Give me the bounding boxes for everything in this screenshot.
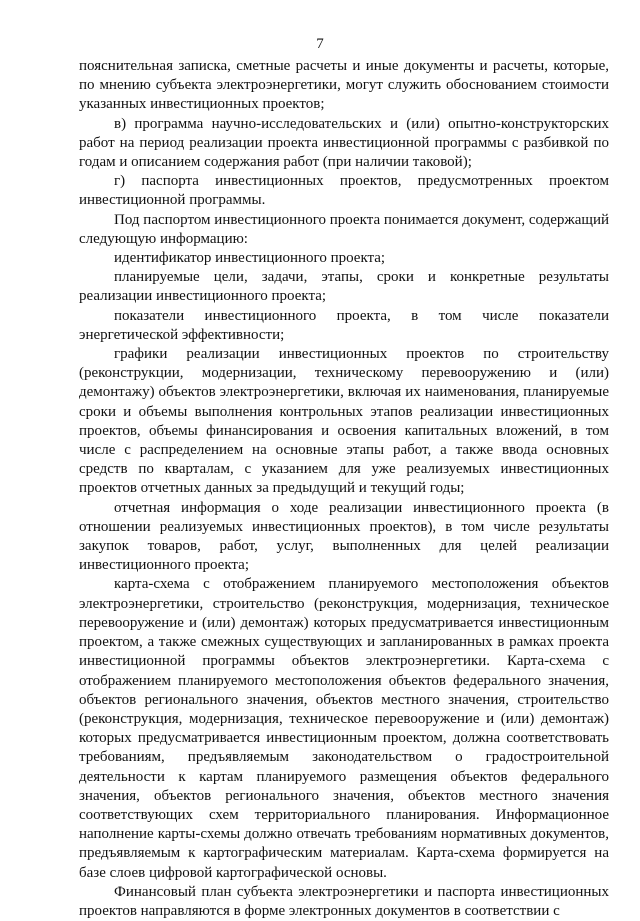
paragraph: Финансовый план субъекта электроэнергетики и паспорта инвестиционных проектов направляются в форме электронных документов в соответствии с	[79, 883, 609, 919]
paragraph: пояснительная записка, сметные расчеты и иные документы и расчеты, которые, по мнению субъекта электроэнергетики, могут служить обоснованием стоимости указанных инвестиционных проектов;	[79, 58, 609, 113]
paragraph: Под паспортом инвестиционного проекта понимается документ, содержащий следующую информацию:	[79, 211, 609, 247]
paragraph: показатели инвестиционного проекта, в том числе показатели энергетической эффективности;	[79, 307, 609, 343]
paragraph: планируемые цели, задачи, этапы, сроки и конкретные результаты реализации инвестиционного проекта;	[79, 269, 609, 305]
document-body	[79, 57, 609, 921]
paragraph: идентификатор инвестиционного проекта;	[114, 250, 386, 267]
paragraph: отчетная информация о ходе реализации инвестиционного проекта (в отношении реализуемых инвестиционных проектов), в том числе результаты закупок товаров, работ, услуг, выполненных для целей реализации инвестиционного проекта;	[79, 499, 609, 574]
paragraph: карта-схема с отображением планируемого местоположения объектов электроэнергетики, строительство (реконструкция, модернизация, техническое перевооружение и (или) демонтаж) которых предусматривается инвестиционным проектом, а также смежных существующих и запланированных в рамках проекта инвестиционной программы объектов электроэнергетики. Карта-схема с отображением планируемого местоположения объектов федерального значения, объектов регионального значения, объектов местного значения, строительство (реконструкция, модернизация, техническое перевооружение и (или) демонтаж) которых предусматривается инвестиционным проектом, должна соответствовать требованиям, предъявляемым законодательством о градостроительной деятельности к картам планируемого размещения объектов федерального значения, объектов регионального значения, объектов местного значения соответствующих схем территориального планирования. Информационное наполнение карты-схемы должно отвечать требованиям нормативных документов, предъявляемым к картографическим материалам. Карта-схема формируется на базе слоев цифровой картографической основы.	[79, 576, 609, 881]
paragraph: графики реализации инвестиционных проектов по строительству (реконструкции, модернизации, техническому перевооружению и (или) демонтажу) объектов электроэнергетики, включая их наименования, планируемые сроки и объемы выполнения контрольных этапов реализации инвестиционных проектов, объемы финансирования и освоения капитальных вложений, в том числе с распределением на основные этапы работ, а также ввода основных средств по кварталам, с указанием для уже реализуемых инвестиционных проектов отчетных данных за предыдущий и текущий годы;	[79, 346, 609, 497]
paragraph: г) паспорта инвестиционных проектов, предусмотренных проектом инвестиционной программы.	[79, 173, 609, 209]
page-number: 7	[316, 36, 324, 52]
paragraph: в) программа научно-исследовательских и (или) опытно-конструкторских работ на период реализации проекта инвестиционной программы с разбивкой по годам и описанием содержания работ (при наличии таковой);	[79, 115, 609, 171]
